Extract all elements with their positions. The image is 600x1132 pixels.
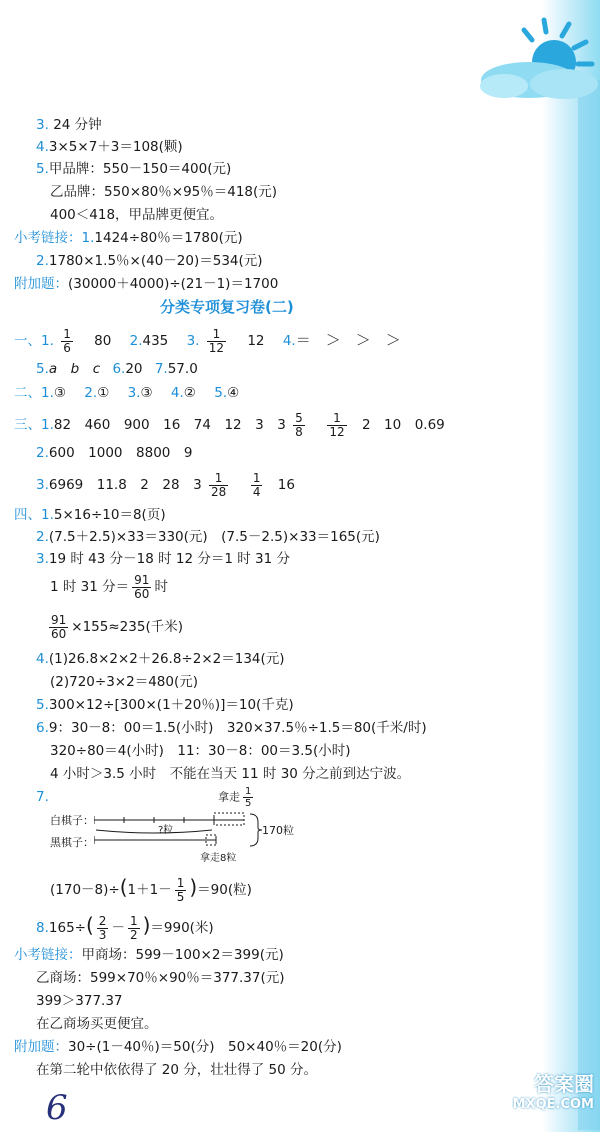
item-number: 5. (36, 161, 49, 177)
segment-diagram (94, 810, 270, 860)
answer-text: 80 (94, 333, 112, 349)
item-number: 6. (36, 720, 49, 736)
item-number: 3. (36, 477, 49, 493)
answer-text: 82 460 900 16 74 12 3 3 (53, 417, 286, 433)
item-number: 3. (36, 551, 49, 567)
diagram-label: 黑棋子： (50, 836, 94, 849)
answer-text: 时 (154, 579, 168, 595)
answer-text: 乙商场：599×70％×90％＝377.37(元) (36, 970, 285, 986)
watermark-logo (504, 1068, 594, 1128)
answer-text: ＝90(粒) (197, 882, 252, 898)
answer-text: 1780×1.5％×(40－20)＝534(元) (48, 253, 263, 269)
part-label: 四、 (14, 507, 41, 523)
answer-text: 4 小时＞3.5 小时 不能在当天 11 时 30 分之前到达宁波。 (50, 766, 411, 782)
answer-text: 12 (247, 333, 265, 349)
watermark-text: 答案圈 (534, 1072, 594, 1096)
item-number: 6. (112, 361, 126, 377)
answer-text: 600 1000 8800 9 (48, 445, 193, 461)
fraction: $\frac{1}{5}$ (176, 875, 185, 904)
fraction: $\frac{1}{4}$ (252, 470, 261, 499)
fraction: $\frac{1}{12}$ (208, 326, 225, 355)
item-number: 2. (129, 333, 143, 349)
item-number: 4. (282, 333, 296, 349)
answer-text: 在乙商场买更便宜。 (36, 1016, 158, 1032)
item-number: 3. (186, 333, 200, 349)
answer-text: 57.0 (167, 361, 198, 377)
fraction: $\frac{1}{28}$ (210, 470, 227, 499)
item-number: 1. (41, 385, 54, 401)
answer-text: 2 10 0.69 (361, 417, 445, 433)
item-number: 5. (214, 385, 228, 401)
answer-text: a b c (48, 361, 101, 377)
answer-text: 399＞377.37 (36, 993, 123, 1009)
answer-text: ① (97, 385, 110, 401)
answer-text: 30÷(1－40％)＝50(分) 50×40％＝20(分) (68, 1039, 342, 1055)
part-label: 二、 (14, 385, 41, 401)
answer-page: 3. 24 分钟 4.3×5×7＋3＝108(颗) 5.甲品牌：550－150＝400(元) 乙品牌：550×80％×95％＝418(元) 400＜418，甲品牌更便宜。 小考链接：1.1424÷80％＝1780(元) 2.1780×1.5％×(40－20)＝534(元) 附加题：(30000＋4000)÷(21－1)＝1700 分类专项复习卷(二) 一、1. $\frac{1}{6}$ 80 2.435 3. $\frac{1}{12}$ 12 4.＝ ＞ ＞ ＞ 5.a b c 6.20 7.57.0 二、1.③ 2.① 3.③ 4.② 5.④ 三、1.82 460 900 16 74 12 3 3 $\frac{5}{8}$ $\frac{1}{12}$ 2 10 0.69 2.600 1000 8800 9 3.6969 11.8 2 28 3 $\frac{1}{28}$ $\frac{1}{4}$ 16 四、1.5×16÷10＝8(页) 2.(7.5＋2.5)×33＝330(元) (7.5－2.5)×33＝165(元) 3.19 时 43 分－18 时 12 分＝1 时 31 分 1 时 31 分＝ $\frac{91}{60}$ 时 $\frac{91}{60}$ ×155≈235(千米) 4.(1)26.8×2×2＋26.8÷2×2＝134(元) (2)720÷3×2＝480(元) 5.300×12÷[300×(1＋20％)]＝10(千克) 6.9：30－8：00＝1.5(小时) 320×37.5％÷1.5＝80(千米/时) 320÷80＝4(小时) 11：30－8：00＝3.5(小时) 4 小时＞3.5 小时 不能在当天 11 时 30 分之前到达宁波。 7. 拿走 $\frac{1}{5}$ 白棋子： 黑棋子： ?粒 170粒 拿走8粒 (170－8)÷(1＋1－ $\frac{1}{5}$ )＝90(粒) 8.165÷( $\frac{2}{3}$ － $\frac{1}{2}$ )＝990(米) 小考链接：甲商场：599－100×2＝399(元) 乙商场：599×70％×90％＝377.37(元) 399＞377.37 在乙商场买更便宜。 附加题：30÷(1－40％)＝50(分) 50×40％＝20(分) 在第二轮中依依得了 20 分，壮壮得了 50 分。 6 答案圈 MXQE.COM (0, 0, 600, 1132)
answer-text: (1)26.8×2×2＋26.8÷2×2＝134(元) (48, 651, 285, 667)
item-number: 5. (36, 361, 49, 377)
fraction: $\frac{91}{60}$ (51, 612, 67, 641)
decorative-side-strip-inner (578, 80, 600, 1130)
item-number: 4. (36, 651, 49, 667)
item-number: 2. (36, 253, 49, 269)
diagram-label: ?粒 (158, 825, 174, 836)
sun-cloud-icon (474, 14, 600, 104)
answer-text: (7.5＋2.5)×33＝330(元) (7.5－2.5)×33＝165(元) (48, 529, 380, 545)
item-number: 1. (41, 507, 54, 523)
section-title: 分类专项复习卷(二) (160, 298, 294, 316)
answer-text: (170－8)÷ (50, 882, 120, 898)
fraction: $\frac{1}{12}$ (329, 410, 345, 439)
diagram-label: 白棋子： (50, 814, 94, 827)
answer-text: 9：30－8：00＝1.5(小时) 320×37.5％÷1.5＝80(千米/时) (48, 720, 427, 736)
answer-text: 16 (277, 477, 295, 493)
part-label: 三、 (14, 417, 41, 433)
answer-text: 乙品牌：550×80％×95％＝418(元) (50, 184, 278, 200)
answer-text: 1 时 31 分＝ (50, 579, 130, 595)
fraction: $\frac{1}{5}$ (245, 786, 252, 809)
answer-text: ＝ ＞ ＞ ＞ (295, 331, 401, 349)
item-number: 8. (36, 920, 49, 936)
item-number: 3. (127, 385, 141, 401)
item-number: 2. (36, 445, 49, 461)
answer-text: ④ (227, 385, 240, 401)
answer-text: ＝990(米) (150, 920, 214, 936)
fraction: $\frac{2}{3}$ (98, 913, 107, 942)
answer-text: 1424÷80％＝1780(元) (94, 230, 243, 246)
part-label: 一、 (14, 333, 41, 349)
answer-text: 19 时 43 分－18 时 12 分＝1 时 31 分 (48, 551, 290, 567)
watermark-url: MXQE.COM (512, 1097, 594, 1112)
answer-text: 320÷80＝4(小时) 11：30－8：00＝3.5(小时) (50, 743, 351, 759)
answer-text: 20 (125, 361, 143, 377)
answer-text: 甲商场：599－100×2＝399(元) (81, 947, 284, 963)
answer-text: (2)720÷3×2＝480(元) (50, 674, 198, 690)
answer-text: 400＜418，甲品牌更便宜。 (50, 207, 224, 223)
answer-text: 24 分钟 (53, 117, 102, 133)
answer-text: ③ (53, 385, 66, 401)
link-label: 小考链接： (14, 230, 82, 246)
diagram-label: 拿走 (218, 790, 240, 804)
link-label: 小考链接： (14, 947, 82, 963)
answer-text: ② (183, 385, 196, 401)
item-number: 4. (36, 139, 49, 155)
answer-text: 1＋1－ (127, 882, 172, 898)
answer-text: 在第二轮中依依得了 20 分，壮壮得了 50 分。 (36, 1062, 318, 1078)
bonus-label: 附加题： (14, 276, 68, 292)
answer-text: (30000＋4000)÷(21－1)＝1700 (68, 276, 279, 292)
item-number: 1. (81, 230, 95, 246)
fraction: $\frac{91}{60}$ (134, 572, 150, 601)
item-number: 5. (36, 697, 49, 713)
item-number: 7. (154, 361, 168, 377)
answer-text: 5×16÷10＝8(页) (53, 507, 166, 523)
item-number: 2. (84, 385, 98, 401)
item-number: 1. (41, 333, 54, 349)
answer-text: ③ (140, 385, 153, 401)
answer-text: 435 (142, 333, 169, 349)
handwritten-page-number: 6 (46, 1088, 68, 1128)
item-number: 3. (36, 117, 49, 133)
answer-text: 3×5×7＋3＝108(颗) (48, 139, 183, 155)
part2-row (14, 384, 239, 402)
item-number: 4. (170, 385, 184, 401)
answer-text: 300×12÷[300×(1＋20％)]＝10(千克) (48, 697, 294, 713)
fraction: $\frac{1}{2}$ (129, 913, 138, 942)
diagram-label: 拿走8粒 (200, 853, 237, 864)
answer-text: 甲品牌：550－150＝400(元) (48, 161, 232, 177)
item-number: 7. (36, 789, 49, 805)
diagram-label: 170粒 (262, 824, 294, 837)
fraction: $\frac{5}{8}$ (295, 410, 303, 439)
bonus-label: 附加题： (14, 1039, 68, 1055)
answer-text: ×155≈235(千米) (71, 619, 183, 635)
fraction: $\frac{1}{6}$ (63, 326, 71, 355)
answer-text: 6969 11.8 2 28 3 (48, 477, 202, 493)
item-number: 1. (41, 417, 54, 433)
item-number: 2. (36, 529, 49, 545)
answer-text: 165÷ (48, 920, 86, 936)
